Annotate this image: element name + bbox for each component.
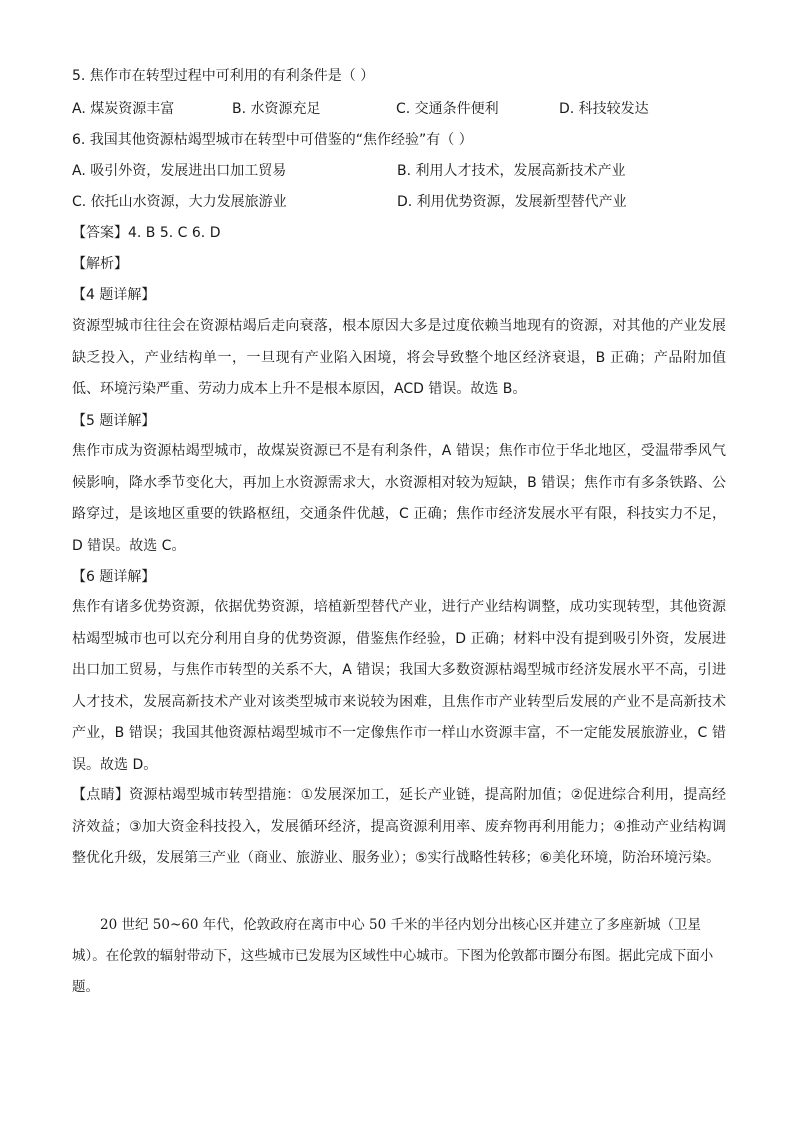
detail-4-heading: 【4 题详解】: [72, 287, 156, 303]
question-6-option-d: D. 利用优势资源，发展新型替代产业: [397, 194, 627, 210]
answer-line: 【答案】4. B 5. C 6. D: [72, 225, 221, 241]
question-6-option-c: C. 依托山水资源，大力发展旅游业: [72, 194, 287, 210]
detail-6-heading: 【6 题详解】: [72, 569, 156, 585]
question-5-stem: 5. 焦作市在转型过程中可利用的有利条件是（ ）: [72, 68, 375, 84]
question-5-option-b: B. 水资源充足: [232, 101, 321, 117]
detail-6-text: 焦作有诸多优势资源，依据优势资源，培植新型替代产业，进行产业结构调整，成功实现转型，其他资源枯竭型城市也可以充分利用自身的优势资源，借鉴焦作经验，D 正确；材料中没有提到吸引外资，发展进出口加工贸易，与焦作市转型的关系不大，A 错误；我国大多数资源枯竭型城市经济发展水平不高，引进人才技术，发展高新技术产业对该类型城市来说较为困难，且焦作市产业转型后发展的产业不是高新技术产业，B 错误；我国其他资源枯竭型城市不一定像焦作市一样山水资源丰富，不一定能发展旅游业，C 错误。故选 D。: [72, 599, 726, 773]
tip-paragraph: [72, 780, 726, 875]
detail-5-text: 焦作市成为资源枯竭型城市，故煤炭资源已不是有利条件，A 错误；焦作市位于华北地区，受温带季风气候影响，降水季节变化大，再加上水资源需求大，水资源相对较为短缺，B 错误；焦作市有多条铁路、公路穿过，是该地区重要的铁路枢纽，交通条件优越，C 正确；焦作市经济发展水平有限，科技实力不足，D 错误。故选 C。: [72, 443, 726, 554]
tip-heading: 【点睛】: [72, 787, 130, 803]
question-6-option-b: B. 利用人才技术，发展高新技术产业: [397, 163, 626, 179]
question-5-option-c: C. 交通条件便利: [396, 101, 499, 117]
detail-5-heading: 【5 题详解】: [72, 413, 156, 429]
detail-4-text: 资源型城市往往会在资源枯竭后走向衰落，根本原因大多是过度依赖当地现有的资源，对其他的产业发展缺乏投入，产业结构单一，一旦现有产业陷入困境，将会导致整个地区经济衰退，B 正确；产品附加值低、环境污染严重、劳动力成本上升不是根本原因，ACD 错误。故选 B。: [72, 318, 726, 397]
analysis-heading: 【解析】: [72, 256, 128, 272]
tip-text: 资源枯竭型城市转型措施：①发展深加工，延长产业链，提高附加值；②促进综合利用，提高经济效益；③加大资金科技投入，发展循环经济，提高资源利用率、废弃物再利用能力；④推动产业结构调整优化升级，发展第三产业（商业、旅游业、服务业）；⑤实行战略性转移；⑥美化环境，防治环境污染。: [72, 787, 727, 866]
question-6-stem: 6. 我国其他资源枯竭型城市在转型中可借鉴的“焦作经验”有（ ）: [72, 132, 473, 148]
intro-paragraph: 20 世纪 50~60 年代，伦敦政府在离市中心 50 千米的半径内划分出核心区并建立了多座新城（卫星城）。在伦敦的辐射带动下，这些城市已发展为区域性中心城市。下图为伦敦都市圈分布图。据此完成下面小题。: [72, 917, 714, 995]
question-6-option-a: A. 吸引外资，发展进出口加工贸易: [72, 163, 287, 179]
question-5-option-a: A. 煤炭资源丰富: [72, 101, 175, 117]
question-5-option-d: D. 科技较发达: [559, 101, 649, 117]
